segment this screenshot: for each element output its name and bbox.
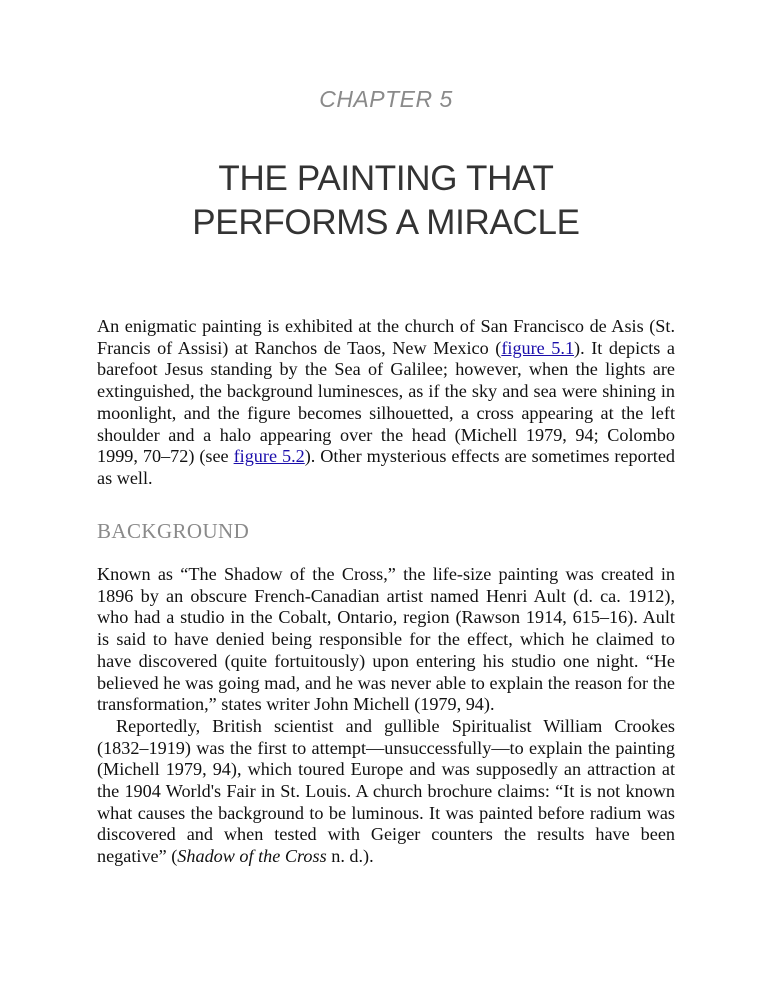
intro-text-3: ). Other mysterious effects are sometimes reported as well. [97,446,675,488]
paragraph-2-text: Reportedly, British scientist and gullible Spiritualist William Crookes (1832–1919) was the first to attempt—unsuccessfully—to explain the painting (Michell 1979, 94), which toured Europe and was supposedly an attraction at the 1904 World's Fair in St. Louis. A church brochure claims: “It is not known what causes the background to be luminous. It was painted before radium was discovered and when tested with Geiger counters the results have been negative” ( [97,715,675,867]
chapter-title [0,157,772,245]
background-section-body [97,564,675,868]
chapter-title-line-2: PERFORMS A MIRACLE [192,203,580,242]
chapter-title-line-1: THE PAINTING THAT [218,159,554,198]
section-heading-background: BACKGROUND [97,519,250,543]
figure-5-2-link[interactable]: figure 5.2 [233,446,305,467]
background-paragraph-1: Known as “The Shadow of the Cross,” the life-size painting was created in 1896 by an obscure French-Canadian artist named Henri Ault (d. ca. 1912), who had a studio in the Cobalt, Ontario, region (Rawson 1914, 615–16). Ault is said to have denied being responsible for the effect, which he claimed to have discovered (quite fortuitously) upon entering his studio one night. “He believed he was going mad, and he was never able to explain the reason for the transformation,” states writer John Michell (1979, 94). [97,564,675,715]
paragraph-2-end: n. d.). [326,846,374,867]
brochure-title: Shadow of the Cross [177,846,327,867]
figure-5-1-link[interactable]: figure 5.1 [501,337,575,358]
intro-paragraph [97,316,675,490]
intro-text-1: An enigmatic painting is exhibited at the church of San Francisco de Asis (St. Francis of Assisi) at Ranchos de Taos, New Mexico ( [97,316,675,358]
intro-text-2: ). It depicts a barefoot Jesus standing by the Sea of Galilee; however, when the lights are extinguished, the background luminesces, as if the sky and sea were shining in moonlight, and the figure becomes silhouetted, a cross appearing at the left shoulder and a halo appearing over the head (Michell 1979, 94; Colombo 1999, 70–72) (see [97,337,675,467]
background-paragraph-2 [97,716,675,868]
chapter-label: CHAPTER 5 [319,86,453,112]
